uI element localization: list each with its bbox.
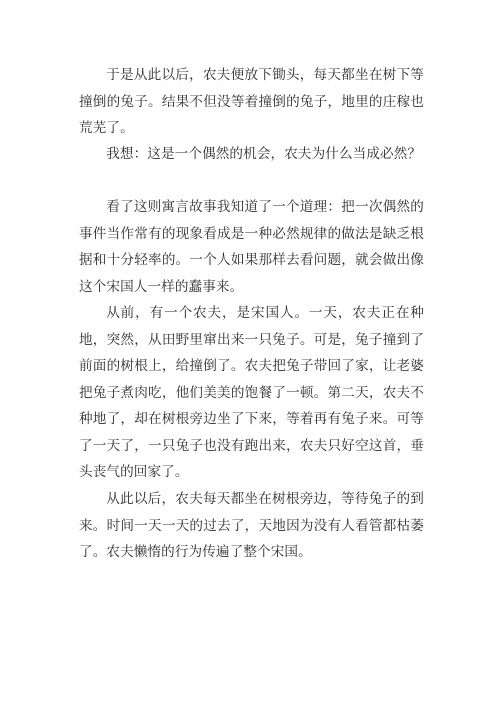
paragraph-1: 于是从此以后，农夫便放下锄头，每天都坐在树下等撞倒的兔子。结果不但没等着撞倒的兔子，地里的庄稼也荒芜了。 [79,67,424,136]
paragraph-4: 从前，有一个农夫，是宋国人。一天，农夫正在种地，突然，从田野里窜出来一只兔子。可是，兔子撞到了前面的树根上，给撞倒了。农夫把兔子带回了家，让老婆把兔子煮肉吃，他们美美的饱餐了一顿。第二天，农夫不种地了，却在树根旁边坐了下来，等着再有兔子来。可等了一天了，一只兔子也没有跑出来，农夫只好空这首，垂头丧气的回家了。 [79,305,424,480]
paragraph-3: 看了这则寓言故事我知道了一个道理：把一次偶然的事件当作常有的现象看成是一种必然规律的做法是缺乏根据和十分轻率的。一个人如果那样去看问题，就会做出像这个宋国人一样的蠢事来。 [79,199,424,295]
paragraph-2: 我想：这是一个偶然的机会，农夫为什么当成必然？ [106,146,422,162]
paragraph-5: 从此以后，农夫每天都坐在树根旁边，等待兔子的到来。时间一天一天的过去了，天地因为没有人看管都枯萎了。农夫懒惰的行为传遍了整个宋国。 [79,491,424,560]
